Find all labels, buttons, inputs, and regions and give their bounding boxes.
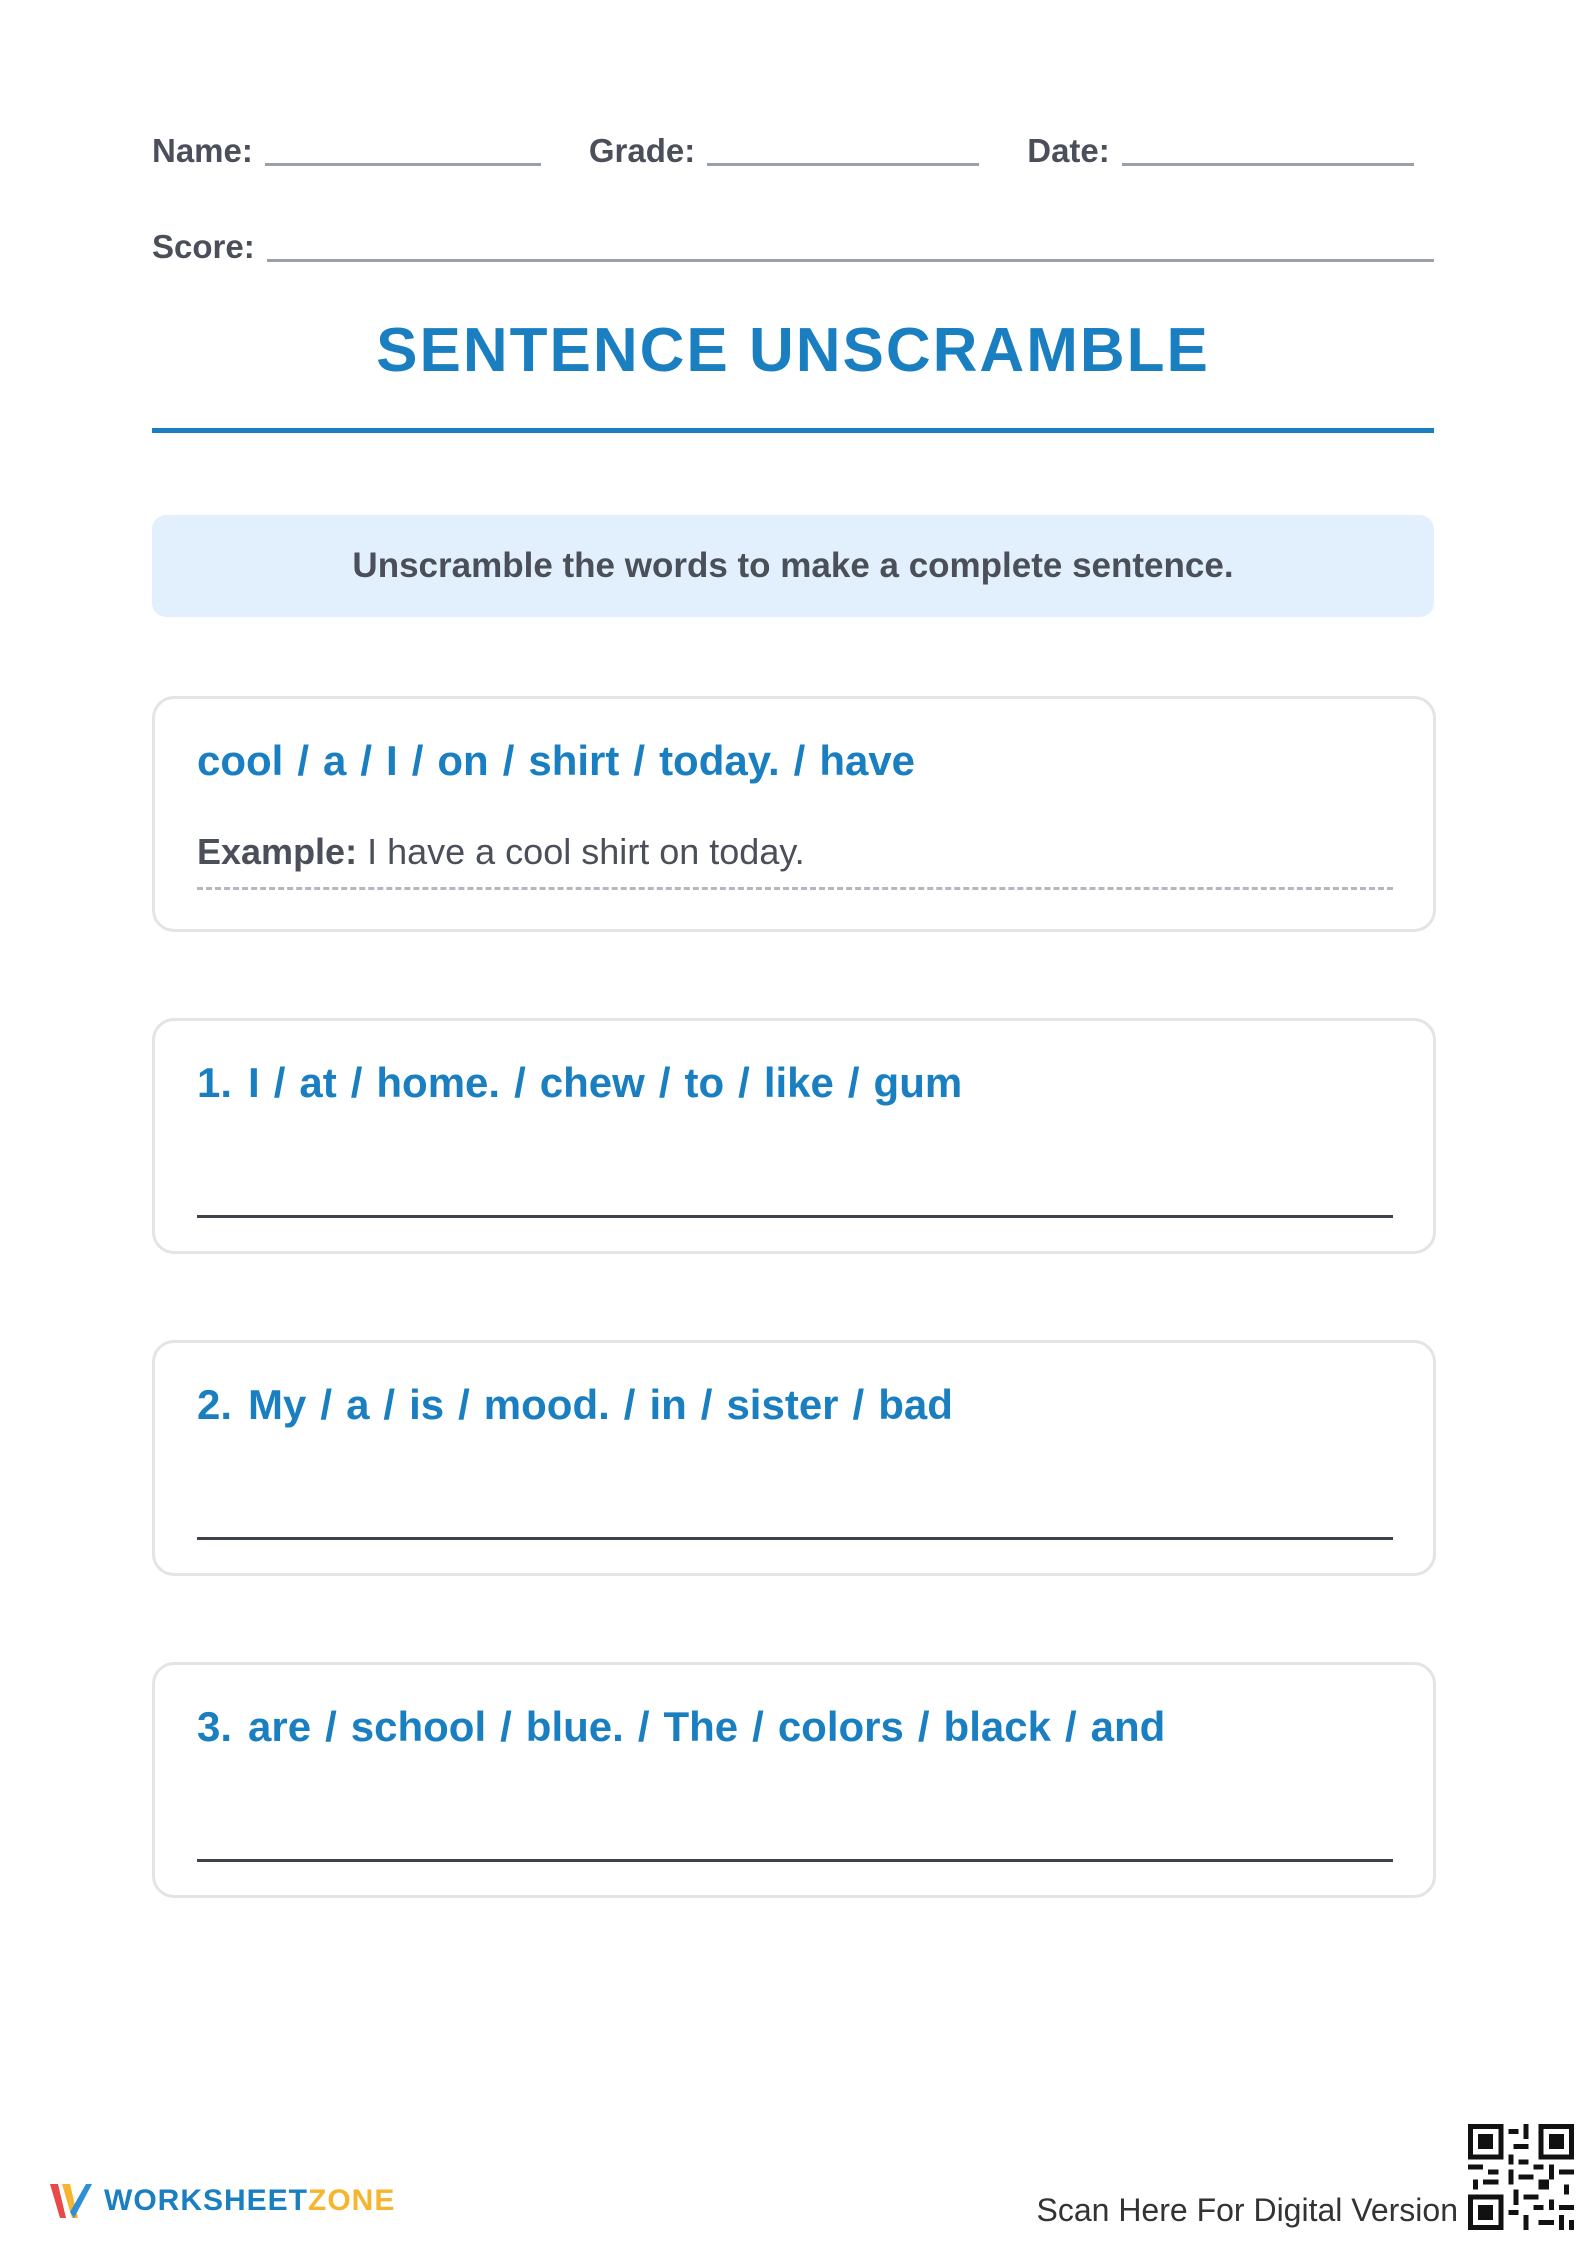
example-sentence: I have a cool shirt on today.: [357, 831, 805, 872]
word: to: [684, 1059, 725, 1106]
grade-input-line[interactable]: [707, 163, 979, 166]
separator: /: [1064, 1703, 1077, 1750]
separator: /: [411, 737, 424, 784]
word: is: [409, 1381, 445, 1428]
separator: /: [458, 1381, 470, 1428]
word: I: [248, 1059, 260, 1106]
word: and: [1090, 1703, 1166, 1750]
score-field: [152, 228, 1434, 266]
word: like: [763, 1059, 834, 1106]
word: gum: [873, 1059, 963, 1106]
brand-part-1: WORKSHEET: [104, 2184, 308, 2217]
word: have: [819, 737, 916, 784]
separator: /: [637, 1703, 650, 1750]
word: school: [350, 1703, 487, 1750]
page-title: SENTENCE UNSCRAMBLE: [376, 316, 1210, 385]
grade-field: [589, 132, 979, 170]
word: a: [323, 737, 347, 784]
question-card-1: [152, 1018, 1436, 1254]
separator: /: [633, 737, 646, 784]
name-input-line[interactable]: [265, 163, 541, 166]
word: on: [437, 737, 489, 784]
name-label: Name:: [152, 132, 253, 169]
separator: /: [738, 1059, 750, 1106]
question-number: 1.: [197, 1059, 233, 1106]
question-number: 3.: [197, 1703, 233, 1750]
separator: /: [793, 737, 806, 784]
instruction-text: Unscramble the words to make a complete sentence.: [352, 546, 1234, 585]
separator: /: [325, 1703, 337, 1750]
scan-caption: Scan Here For Digital Version: [1036, 2192, 1458, 2228]
word: colors: [777, 1703, 904, 1750]
separator: /: [500, 1703, 512, 1750]
separator: /: [297, 737, 310, 784]
separator: /: [350, 1059, 363, 1106]
title-divider: [152, 428, 1434, 433]
separator: /: [360, 737, 373, 784]
separator: /: [658, 1059, 671, 1106]
word: I: [386, 737, 398, 784]
header-fields-row: [152, 132, 1434, 170]
question-card-2: [152, 1340, 1436, 1576]
separator: /: [502, 737, 515, 784]
separator: /: [623, 1381, 636, 1428]
separator: /: [320, 1381, 333, 1428]
question-3-scrambled-words: [197, 1703, 1165, 1751]
grade-label: Grade:: [588, 132, 696, 169]
word: chew: [539, 1059, 645, 1106]
question-1-scrambled-words: [197, 1059, 962, 1107]
question-card-3: [152, 1662, 1436, 1898]
separator: /: [514, 1059, 526, 1106]
word: are: [248, 1703, 312, 1750]
separator: /: [700, 1381, 713, 1428]
word: a: [346, 1381, 370, 1428]
separator: /: [752, 1703, 764, 1750]
name-field: [152, 132, 541, 170]
example-label: Example:: [197, 831, 358, 872]
worksheetzone-logo[interactable]: [48, 2180, 395, 2222]
brand-part-2: ZONE: [308, 2184, 396, 2217]
question-1-answer-line[interactable]: [197, 1215, 1393, 1218]
qr-code-icon[interactable]: [1468, 2124, 1574, 2230]
separator: /: [847, 1059, 860, 1106]
word: cool: [197, 737, 284, 784]
word: blue.: [525, 1703, 624, 1750]
question-number: 2.: [197, 1381, 233, 1428]
word: home.: [376, 1059, 501, 1106]
word: shirt: [528, 737, 620, 784]
separator: /: [917, 1703, 930, 1750]
word: mood.: [483, 1381, 610, 1428]
word: My: [248, 1381, 307, 1428]
word: bad: [878, 1381, 953, 1428]
example-answer: [197, 831, 805, 873]
date-field: [1027, 132, 1414, 170]
word: today.: [659, 737, 780, 784]
separator: /: [852, 1381, 865, 1428]
example-dashed-line: [197, 887, 1393, 890]
score-label: Score:: [152, 228, 255, 265]
word: sister: [726, 1381, 839, 1428]
separator: /: [383, 1381, 396, 1428]
brand-name: [104, 2184, 395, 2218]
word: in: [649, 1381, 687, 1428]
question-2-answer-line[interactable]: [197, 1537, 1393, 1540]
question-3-answer-line[interactable]: [197, 1859, 1393, 1862]
date-label: Date:: [1027, 132, 1110, 169]
score-input-line[interactable]: [267, 259, 1434, 262]
date-input-line[interactable]: [1122, 163, 1414, 166]
instruction-banner: [152, 515, 1434, 617]
word: The: [663, 1703, 739, 1750]
separator: /: [273, 1059, 286, 1106]
example-scrambled-words: [197, 737, 915, 785]
word: at: [299, 1059, 337, 1106]
word: black: [943, 1703, 1051, 1750]
w-logo-icon: [48, 2180, 94, 2222]
question-2-scrambled-words: [197, 1381, 953, 1429]
score-row: [152, 228, 1434, 266]
example-card: [152, 696, 1436, 932]
